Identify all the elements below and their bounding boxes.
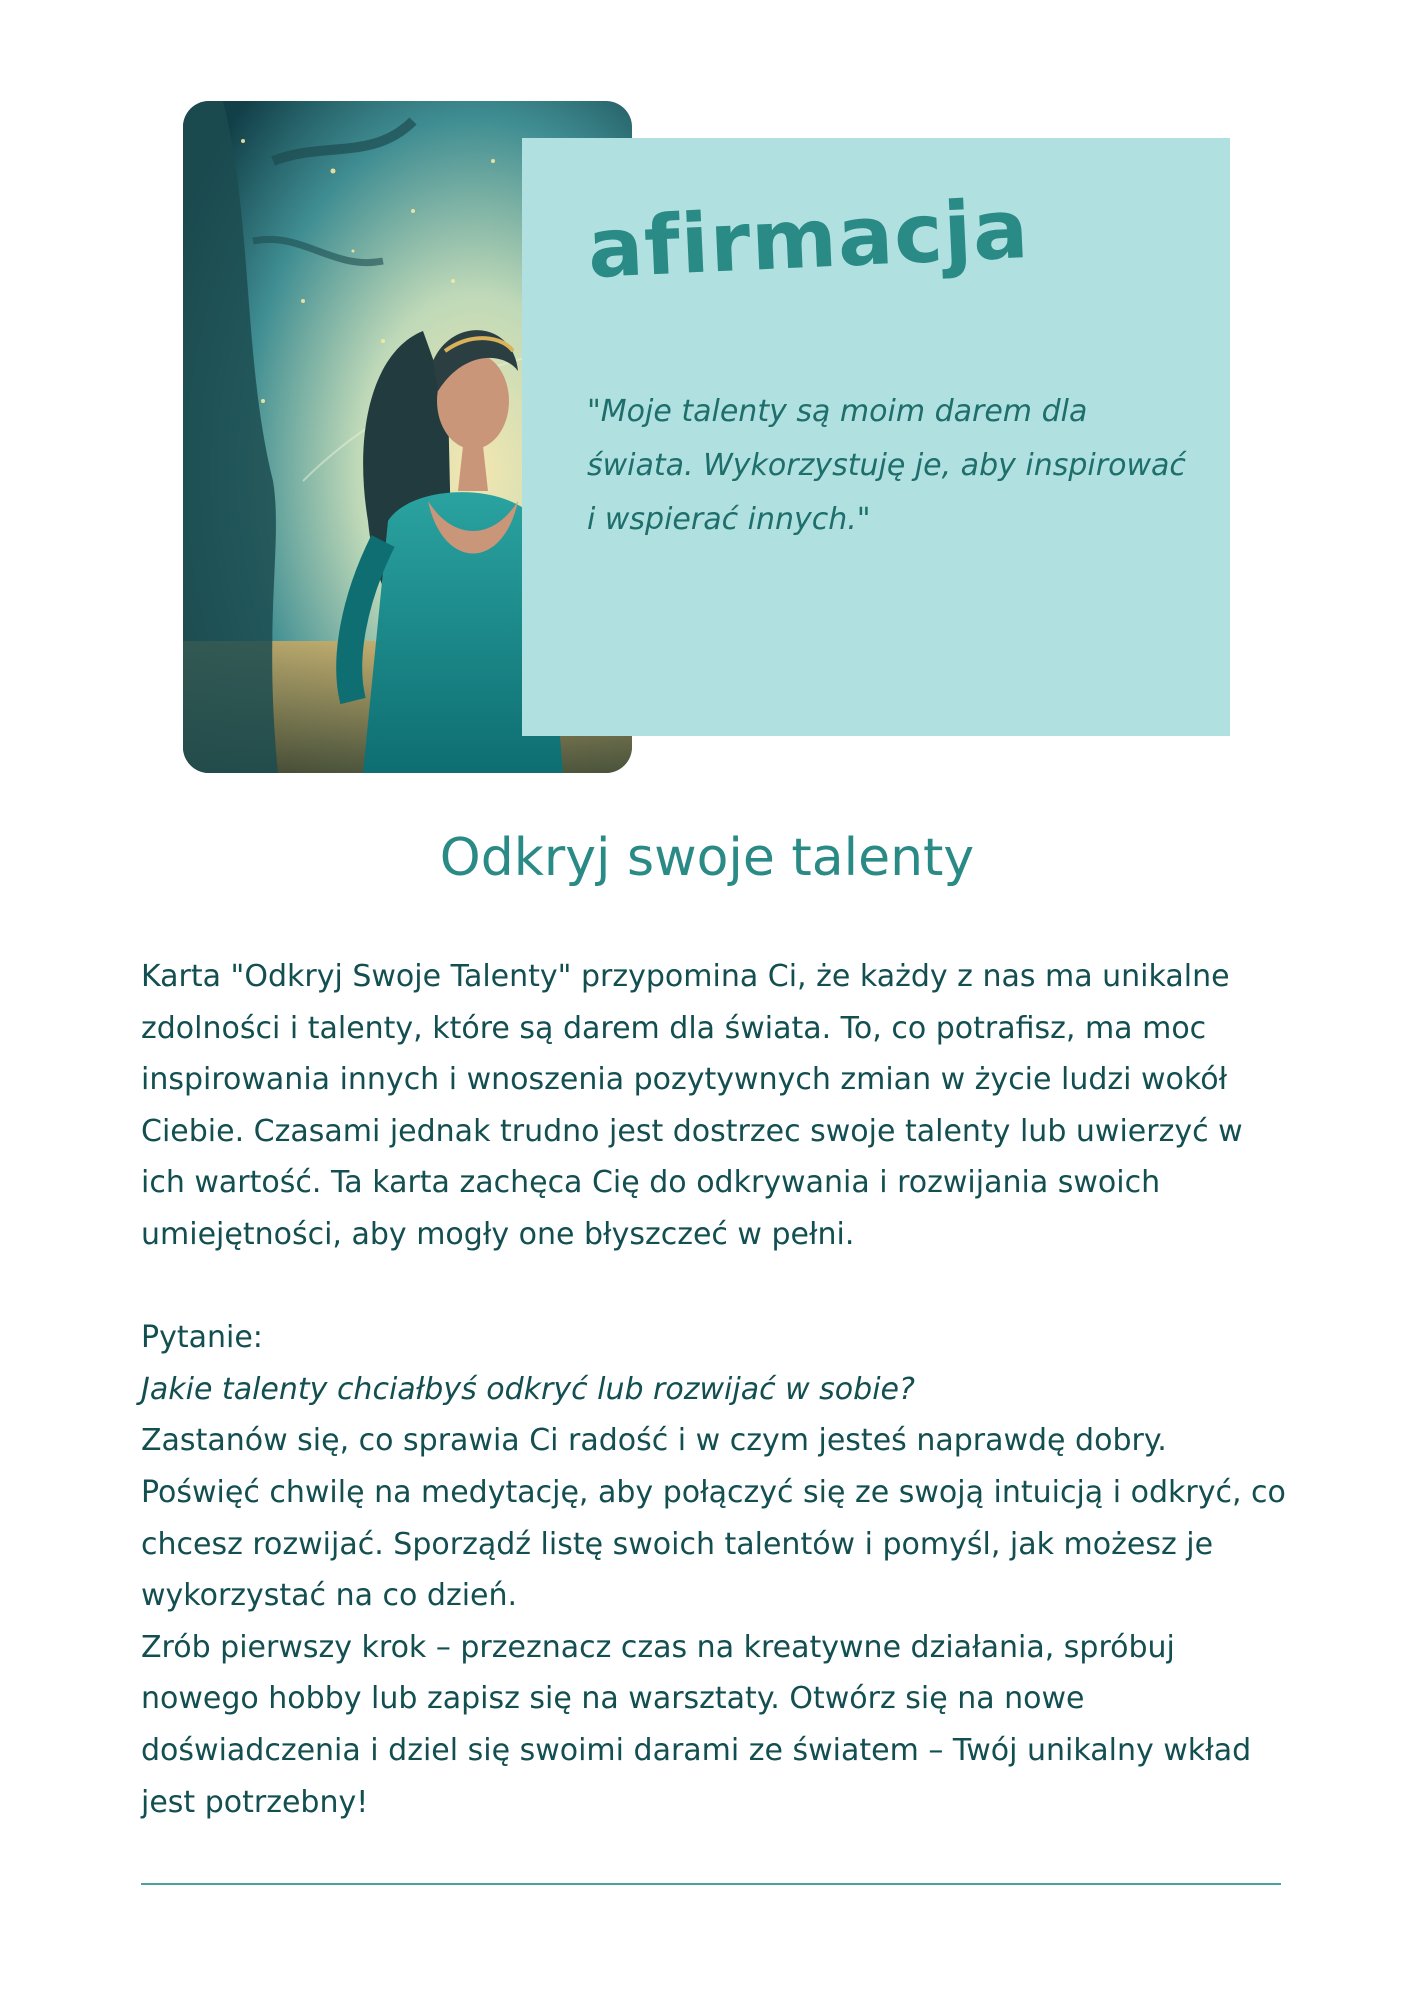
action-paragraph: Zrób pierwszy krok – przeznacz czas na kreatywne działania, spróbuj nowego hobby lub zapisz się na warsztaty. Otwórz się na nowe doświadczenia i dziel się swoimi darami ze światem – Twój unikalny wkład jest potrzebny! [141,1629,1252,1820]
section-title: Odkryj swoje talenty [439,828,975,888]
question-label: Pytanie: [141,1320,263,1356]
reflection-paragraph: Zastanów się, co sprawia Ci radość i w czym jesteś naprawdę dobry. Poświęć chwilę na medytację, aby połączyć się ze swoją intuicją i odkryć, co chcesz rozwijać. Sporządź listę swoich talentów i pomyśl, jak możesz je wykorzystać na co dzień. [141,1423,1286,1614]
affirmation-quote: "Moje talenty są moim darem dla świata. Wykorzystuję je, aby inspirować i wspierać innych." [587,394,1186,537]
paragraph-spacer [141,1261,1291,1313]
affirmation-title: afirmacja [585,182,1032,297]
question-text: Jakie talenty chciałbyś odkryć lub rozwijać w sobie? [141,1371,915,1407]
intro-paragraph: Karta "Odkryj Swoje Talenty" przypomina Ci, że każdy z nas ma unikalne zdolności i talenty, które są darem dla świata. To, co potrafisz, ma moc inspirowania innych i wnoszenia pozytywnych zmian w życie ludzi wokół Ciebie. Czasami jednak trudno jest dostrzec swoje talenty lub uwierzyć w ich wartość. Ta karta zachęca Cię do odkrywania i rozwijania swoich umiejętności, aby mogły one błyszczeć w pełni. [141,959,1243,1252]
bottom-divider [141,1883,1281,1885]
card-description [141,951,1291,1828]
